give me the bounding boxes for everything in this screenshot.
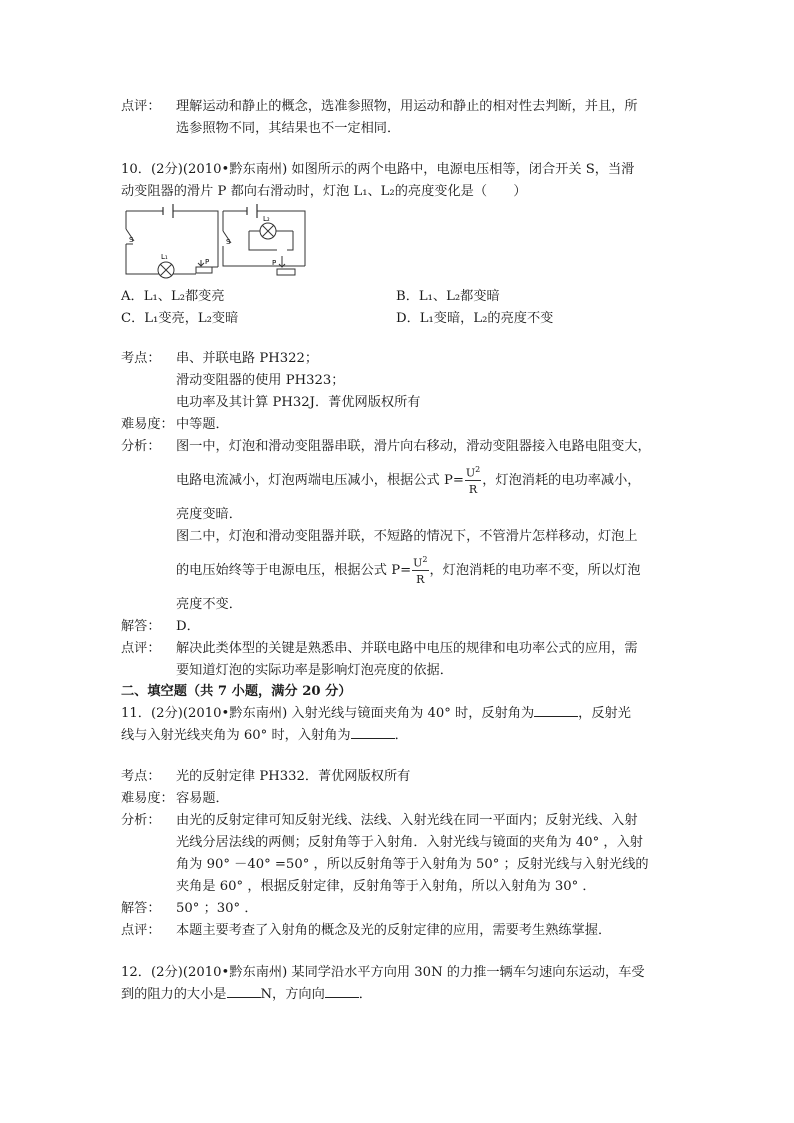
section-title: 二、填空题（共 7 小题，满分 20 分）: [121, 684, 352, 699]
fig2-slider-label: P: [272, 259, 277, 267]
option-d: D．L₁变暗，L₂的亮度不变: [396, 311, 554, 326]
kaodian-value: 光的反射定律 PH332．菁优网版权所有: [176, 769, 411, 784]
comment-label: 点评：: [121, 923, 161, 938]
q11-text: 线与入射光线夹角为 60° 时，入射角为: [121, 728, 351, 743]
answer-blank[interactable]: [534, 704, 578, 717]
comment-row: [121, 638, 681, 682]
q11-text: ．: [394, 728, 408, 743]
formula-numerator: U: [413, 556, 423, 570]
q11-stem: [121, 703, 681, 747]
fig2-switch-label: S: [226, 238, 231, 246]
analysis-text: 的电压始终等于电源电压，根据公式 P=: [176, 563, 412, 578]
formula-denominator: R: [416, 573, 425, 587]
difficulty-value: 容易题．: [176, 791, 229, 806]
power-formula: [412, 556, 428, 586]
comment-label: 点评：: [121, 99, 161, 114]
analysis-label: 分析：: [121, 439, 161, 454]
comment-line: 理解运动和静止的概念，选准参照物，用运动和静止的相对性去判断，并且，所: [176, 99, 638, 114]
q12-stem: [121, 962, 681, 1006]
answer-blank[interactable]: [325, 985, 359, 998]
analysis-line: 光线分居法线的两侧；反射角等于入射角．入射光线与镜面的夹角为 40° ，入射: [176, 835, 643, 850]
q10-solution: [121, 348, 681, 682]
q11-stem-line: [121, 725, 681, 747]
answer-label: 解答：: [121, 619, 161, 634]
section-heading: [121, 681, 681, 703]
kaodian-line: 电功率及其计算 PH32J．菁优网版权所有: [176, 395, 421, 410]
option-a: A．L₁、L₂都变亮: [121, 289, 225, 304]
answer-row: [121, 616, 681, 638]
answer-value: D．: [176, 619, 200, 634]
q12-text: ．: [358, 987, 372, 1002]
analysis-line: 由光的反射定律可知反射光线、法线、入射光线在同一平面内；反射光线、入射: [176, 813, 638, 828]
comment-line: 解决此类体型的关键是熟悉串、并联电路中电压的规律和电功率公式的应用，需: [176, 641, 638, 656]
difficulty-value: 中等题．: [176, 417, 229, 432]
difficulty-label: 难易度：: [121, 791, 174, 806]
q10-stem: [121, 159, 681, 203]
formula-exponent: 2: [475, 464, 481, 474]
comment-row: [121, 920, 681, 942]
fig1-switch-label: S: [129, 236, 134, 244]
q11-text: 11．(2分)(2010•黔东南州) 入射光线与镜面夹角为 40° 时，反射角为: [121, 706, 535, 721]
analysis-row: [121, 810, 681, 898]
kaodian-line: 串、并联电路 PH322；: [176, 351, 319, 366]
comment-label: 点评：: [121, 641, 161, 656]
circuit-1: [126, 204, 218, 278]
q10-stem-line: 动变阻器的滑片 P 都向右滑动时，灯泡 L₁、L₂的亮度变化是（ ）: [121, 184, 527, 199]
analysis-text: ，灯泡消耗的电功率不变，所以灯泡: [429, 563, 641, 578]
analysis-line: 角为 90° －40° =50° ，所以反射角等于入射角为 50° ；反射光线与入射光线的: [176, 857, 649, 872]
analysis-line: 图二中，灯泡和滑动变阻器并联，不短路的情况下，不管滑片怎样移动，灯泡上: [176, 529, 638, 544]
analysis-row: [121, 436, 681, 616]
answer-value: 50° ；30° ．: [176, 901, 258, 916]
kaodian-label: 考点：: [121, 351, 161, 366]
q12-text: N，方向向: [260, 987, 325, 1002]
top-comment: [121, 96, 681, 140]
difficulty-row: [121, 788, 681, 810]
q10-circuit-figure: [121, 204, 321, 284]
analysis-label: 分析：: [121, 813, 161, 828]
difficulty-row: [121, 414, 681, 436]
difficulty-label: 难易度：: [121, 417, 174, 432]
fig1-slider-label: P: [205, 258, 210, 266]
analysis-text: 电路电流减小，灯泡两端电压减小，根据公式 P=: [176, 473, 464, 488]
analysis-text: ，灯泡消耗的电功率减小，: [482, 473, 641, 488]
answer-blank[interactable]: [227, 985, 261, 998]
option-b: B．L₁、L₂都变暗: [396, 289, 500, 304]
kaodian-label: 考点：: [121, 769, 161, 784]
q11-stem-line: [121, 703, 681, 725]
kaodian-line: 滑动变阻器的使用 PH323；: [176, 373, 345, 388]
q11-text: ，反射光: [578, 706, 631, 721]
q12-text: 到的阻力的大小是: [121, 987, 227, 1002]
answer-label: 解答：: [121, 901, 161, 916]
kaodian-row: [121, 766, 681, 788]
analysis-line: 图一中，灯泡和滑动变阻器串联，滑片向右移动，滑动变阻器接入电路电阻变大，: [176, 439, 651, 454]
power-formula: [465, 466, 481, 496]
analysis-line: 夹角是 60° ，根据反射定律，反射角等于入射角，所以入射角为 30° ．: [176, 879, 596, 894]
fig2-lamp-label: L₂: [263, 215, 270, 223]
formula-exponent: 2: [422, 554, 428, 564]
formula-denominator: R: [468, 483, 478, 497]
analysis-line: 亮度变暗．: [176, 507, 242, 522]
analysis-line: [176, 548, 681, 594]
formula-numerator: U: [465, 466, 476, 480]
q10-stem-line: 10．(2分)(2010•黔东南州) 如图所示的两个电路中，电源电压相等，闭合开关 S，当滑: [121, 162, 635, 177]
analysis-line: 亮度不变．: [176, 597, 242, 612]
answer-row: [121, 898, 681, 920]
q12-stem-line: [121, 984, 681, 1006]
comment-value: 本题主要考查了入射角的概念及光的反射定律的应用，需要考生熟练掌握．: [176, 923, 612, 938]
comment-line: 要知道灯泡的实际功率是影响灯泡亮度的依据．: [176, 663, 453, 678]
q11-solution: [121, 766, 681, 942]
comment-line: 选参照物不同，其结果也不一定相同．: [176, 121, 401, 136]
analysis-line: [176, 458, 681, 504]
fig1-lamp-label: L₁: [161, 253, 168, 261]
kaodian-row: [121, 348, 681, 414]
option-c: C．L₁变亮，L₂变暗: [121, 311, 239, 326]
q12-stem-line: 12．(2分)(2010•黔东南州) 某同学沿水平方向用 30N 的力推一辆车匀速向东运动，车受: [121, 965, 645, 980]
answer-blank[interactable]: [351, 726, 395, 739]
